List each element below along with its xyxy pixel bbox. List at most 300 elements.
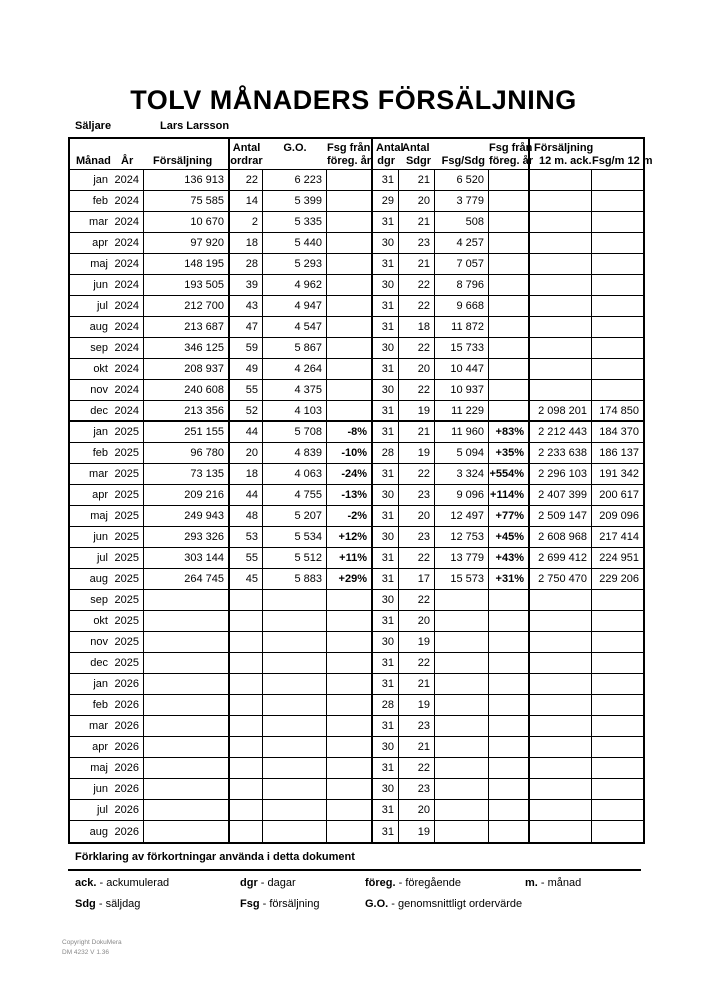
- sales-table: [68, 137, 653, 844]
- cell-pct_prev: [327, 737, 373, 757]
- cell-orders: 22: [230, 170, 263, 190]
- cell-sales: [144, 653, 230, 673]
- cell-per_month12: 174 850: [599, 404, 639, 417]
- cell-orders: [230, 737, 263, 757]
- cell-orders: 20: [230, 443, 263, 463]
- cell-orders: 55: [230, 380, 263, 400]
- cell-orders: 49: [230, 359, 263, 379]
- table-row: [70, 401, 643, 422]
- cell-pct_prev: [327, 233, 373, 253]
- cell-orders: 47: [230, 317, 263, 337]
- cell-orders: [230, 758, 263, 778]
- table-row: [70, 590, 643, 611]
- table-row: [70, 296, 643, 317]
- cell-month: feb: [92, 195, 108, 207]
- cell-per_month12: [592, 611, 643, 631]
- cell-month: mar: [89, 216, 108, 228]
- cell-orders: [230, 611, 263, 631]
- cell-per_month12: [592, 212, 643, 232]
- cell-sales_per_sd: 8 796: [435, 275, 489, 295]
- cell-orders: 44: [230, 422, 263, 442]
- cell-year: 2026: [112, 674, 144, 694]
- cell-acc12: [530, 317, 592, 337]
- table-row: [70, 506, 643, 527]
- cell-days: 30: [373, 275, 399, 295]
- column-header-selldays: Antal Sdgr: [402, 142, 431, 167]
- cell-month: feb: [92, 699, 108, 711]
- cell-days: 30: [373, 737, 399, 757]
- cell-pct_prev2: [489, 716, 530, 736]
- table-row: [70, 170, 643, 191]
- cell-avg_order: 5 293: [263, 254, 327, 274]
- cell-sales: 213 356: [144, 401, 230, 420]
- cell-orders: 14: [230, 191, 263, 211]
- cell-per_month12: [592, 821, 643, 842]
- cell-sales_per_sd: 9 096: [435, 485, 489, 505]
- table-row: [70, 212, 643, 233]
- copyright-line: Copyright DokuMera: [62, 939, 122, 946]
- cell-month: maj: [90, 258, 108, 270]
- cell-days: 31: [373, 548, 399, 568]
- cell-days: 31: [373, 401, 399, 420]
- cell-year: 2025: [112, 422, 144, 442]
- cell-sales: 212 700: [144, 296, 230, 316]
- table-row: [70, 611, 643, 632]
- table-row: [70, 716, 643, 737]
- cell-acc12: [530, 590, 592, 610]
- table-row: [70, 800, 643, 821]
- cell-per_month12: [592, 779, 643, 799]
- cell-month: jun: [93, 279, 108, 291]
- cell-pct_prev2: +43%: [489, 548, 530, 568]
- cell-pct_prev: [327, 716, 373, 736]
- cell-acc12: 2 407 399: [530, 485, 592, 505]
- cell-sales: [144, 590, 230, 610]
- cell-year: 2025: [112, 611, 144, 631]
- table-row: [70, 632, 643, 653]
- table-row: [70, 485, 643, 506]
- cell-acc12: 2 509 147: [530, 506, 592, 526]
- cell-days: 31: [373, 317, 399, 337]
- cell-avg_order: 5 440: [263, 233, 327, 253]
- cell-month: dec: [90, 404, 108, 417]
- legend-item-m: m. - månad: [525, 877, 582, 889]
- cell-pct_prev2: +45%: [489, 527, 530, 547]
- cell-pct_prev: [327, 254, 373, 274]
- cell-month: nov: [90, 636, 108, 648]
- cell-year: 2026: [112, 716, 144, 736]
- cell-selldays: 19: [399, 695, 435, 715]
- cell-pct_prev2: [489, 233, 530, 253]
- cell-pct_prev: [327, 212, 373, 232]
- cell-month: mar: [89, 468, 108, 480]
- legend-item-foreg: föreg. - föregående: [365, 877, 462, 889]
- cell-acc12: [530, 380, 592, 400]
- cell-orders: 43: [230, 296, 263, 316]
- cell-per_month12: 217 414: [599, 531, 639, 543]
- cell-pct_prev2: [489, 401, 530, 420]
- cell-pct_prev2: [489, 821, 530, 842]
- cell-year: 2026: [112, 758, 144, 778]
- cell-pct_prev: [327, 401, 373, 420]
- cell-pct_prev2: +31%: [489, 569, 530, 589]
- cell-month: nov: [90, 384, 108, 396]
- cell-selldays: 22: [399, 464, 435, 484]
- cell-pct_prev2: [489, 674, 530, 694]
- legend-item-ack: ack. - ackumulerad: [75, 877, 170, 889]
- cell-per_month12: [592, 716, 643, 736]
- cell-avg_order: 5 708: [263, 422, 327, 442]
- cell-pct_prev2: [489, 317, 530, 337]
- cell-sales_per_sd: 11 960: [435, 422, 489, 442]
- cell-orders: [230, 632, 263, 652]
- cell-avg_order: 4 103: [263, 401, 327, 420]
- cell-sales: [144, 779, 230, 799]
- cell-days: 30: [373, 590, 399, 610]
- table-row: [70, 191, 643, 212]
- cell-selldays: 20: [399, 800, 435, 820]
- table-row: [70, 338, 643, 359]
- cell-acc12: [530, 170, 592, 190]
- cell-selldays: 20: [399, 611, 435, 631]
- cell-pct_prev: [327, 359, 373, 379]
- cell-pct_prev: [327, 380, 373, 400]
- cell-selldays: 19: [399, 401, 435, 420]
- cell-pct_prev: -2%: [327, 506, 373, 526]
- cell-month: jan: [93, 174, 108, 186]
- cell-avg_order: 5 883: [263, 569, 327, 589]
- cell-sales_per_sd: [435, 737, 489, 757]
- cell-pct_prev: -13%: [327, 485, 373, 505]
- cell-year: 2024: [112, 401, 144, 420]
- cell-selldays: 21: [399, 212, 435, 232]
- cell-acc12: [530, 359, 592, 379]
- cell-sales_per_sd: 12 497: [435, 506, 489, 526]
- cell-sales_per_sd: [435, 716, 489, 736]
- cell-month: maj: [90, 762, 108, 774]
- cell-month: jan: [93, 426, 108, 438]
- cell-selldays: 20: [399, 506, 435, 526]
- cell-pct_prev: [327, 821, 373, 842]
- cell-acc12: [530, 233, 592, 253]
- cell-orders: [230, 653, 263, 673]
- cell-sales: 293 326: [144, 527, 230, 547]
- cell-acc12: 2 699 412: [530, 548, 592, 568]
- cell-month: sep: [90, 594, 108, 606]
- cell-sales_per_sd: [435, 653, 489, 673]
- cell-year: 2024: [112, 296, 144, 316]
- cell-pct_prev2: +35%: [489, 443, 530, 463]
- cell-pct_prev: +12%: [327, 527, 373, 547]
- cell-year: 2025: [112, 485, 144, 505]
- table-header-row: [70, 139, 653, 170]
- cell-avg_order: [263, 695, 327, 715]
- column-header-orders: Antal ordrar: [230, 142, 263, 167]
- cell-avg_order: 4 962: [263, 275, 327, 295]
- cell-month: aug: [89, 825, 108, 838]
- cell-year: 2025: [112, 569, 144, 589]
- cell-acc12: [530, 800, 592, 820]
- cell-pct_prev: +11%: [327, 548, 373, 568]
- cell-days: 31: [373, 674, 399, 694]
- cell-avg_order: 5 512: [263, 548, 327, 568]
- cell-sales_per_sd: 10 937: [435, 380, 489, 400]
- cell-avg_order: [263, 674, 327, 694]
- legend: [75, 877, 641, 910]
- cell-avg_order: [263, 758, 327, 778]
- table-row: [70, 443, 643, 464]
- cell-sales_per_sd: 6 520: [435, 170, 489, 190]
- cell-month: jan: [93, 678, 108, 690]
- cell-year: 2026: [112, 779, 144, 799]
- table-row: [70, 380, 643, 401]
- cell-sales_per_sd: [435, 779, 489, 799]
- cell-month: apr: [92, 489, 108, 501]
- cell-selldays: 23: [399, 527, 435, 547]
- cell-avg_order: 5 399: [263, 191, 327, 211]
- cell-sales: 251 155: [144, 422, 230, 442]
- cell-orders: 39: [230, 275, 263, 295]
- cell-month: jun: [93, 531, 108, 543]
- cell-sales_per_sd: 11 872: [435, 317, 489, 337]
- cell-days: 28: [373, 443, 399, 463]
- cell-pct_prev: -10%: [327, 443, 373, 463]
- cell-pct_prev2: [489, 254, 530, 274]
- cell-sales: [144, 716, 230, 736]
- cell-selldays: 17: [399, 569, 435, 589]
- cell-acc12: [530, 296, 592, 316]
- cell-pct_prev2: +554%: [489, 464, 530, 484]
- cell-avg_order: [263, 632, 327, 652]
- legend-title: Förklaring av förkortningar använda i detta dokument: [75, 851, 355, 863]
- table-row: [70, 737, 643, 758]
- cell-pct_prev2: [489, 611, 530, 631]
- cell-orders: 52: [230, 401, 263, 420]
- cell-acc12: [530, 653, 592, 673]
- cell-pct_prev: [327, 695, 373, 715]
- cell-pct_prev: [327, 653, 373, 673]
- cell-year: 2024: [112, 212, 144, 232]
- cell-selldays: 21: [399, 422, 435, 442]
- cell-selldays: 22: [399, 296, 435, 316]
- column-header-pct-prev-year: Fsg från föreg. år: [327, 139, 373, 169]
- table-row: [70, 695, 643, 716]
- cell-days: 30: [373, 380, 399, 400]
- cell-pct_prev: [327, 611, 373, 631]
- cell-orders: [230, 674, 263, 694]
- cell-sales: 75 585: [144, 191, 230, 211]
- cell-pct_prev2: [489, 212, 530, 232]
- column-header-pct-prev-year-2: Fsg från föreg. år: [489, 139, 530, 169]
- cell-per_month12: [592, 338, 643, 358]
- cell-sales_per_sd: 15 573: [435, 569, 489, 589]
- cell-selldays: 21: [399, 170, 435, 190]
- cell-avg_order: 4 547: [263, 317, 327, 337]
- cell-selldays: 22: [399, 590, 435, 610]
- table-row: [70, 422, 643, 443]
- cell-sales: 10 670: [144, 212, 230, 232]
- cell-sales_per_sd: [435, 758, 489, 778]
- cell-avg_order: [263, 779, 327, 799]
- cell-month: maj: [90, 510, 108, 522]
- cell-acc12: [530, 338, 592, 358]
- cell-selldays: 18: [399, 317, 435, 337]
- cell-per_month12: [592, 275, 643, 295]
- cell-sales_per_sd: [435, 800, 489, 820]
- cell-acc12: 2 233 638: [530, 443, 592, 463]
- cell-acc12: [530, 611, 592, 631]
- cell-acc12: 2 098 201: [530, 401, 592, 420]
- cell-month: okt: [93, 615, 108, 627]
- cell-avg_order: 4 264: [263, 359, 327, 379]
- cell-days: 30: [373, 779, 399, 799]
- cell-days: 31: [373, 422, 399, 442]
- cell-orders: [230, 821, 263, 842]
- cell-per_month12: [592, 800, 643, 820]
- copyright-note: [62, 938, 122, 958]
- cell-year: 2024: [112, 338, 144, 358]
- cell-orders: 2: [230, 212, 263, 232]
- cell-sales_per_sd: 13 779: [435, 548, 489, 568]
- table-row: [70, 548, 643, 569]
- cell-days: 30: [373, 632, 399, 652]
- cell-days: 31: [373, 359, 399, 379]
- cell-sales: [144, 737, 230, 757]
- cell-per_month12: 229 206: [599, 573, 639, 585]
- cell-year: 2024: [112, 275, 144, 295]
- cell-days: 31: [373, 611, 399, 631]
- cell-selldays: 23: [399, 716, 435, 736]
- cell-days: 31: [373, 212, 399, 232]
- cell-pct_prev2: [489, 695, 530, 715]
- cell-month: jun: [93, 783, 108, 795]
- cell-pct_prev: [327, 632, 373, 652]
- cell-pct_prev: -8%: [327, 422, 373, 442]
- cell-avg_order: [263, 737, 327, 757]
- cell-days: 31: [373, 716, 399, 736]
- table-row: [70, 821, 643, 842]
- cell-month: dec: [90, 657, 108, 669]
- cell-year: 2025: [112, 632, 144, 652]
- cell-pct_prev2: [489, 275, 530, 295]
- cell-avg_order: 5 534: [263, 527, 327, 547]
- cell-pct_prev2: [489, 758, 530, 778]
- cell-orders: 28: [230, 254, 263, 274]
- cell-year: 2025: [112, 590, 144, 610]
- cell-selldays: 22: [399, 380, 435, 400]
- cell-pct_prev: -24%: [327, 464, 373, 484]
- cell-avg_order: [263, 611, 327, 631]
- cell-orders: [230, 695, 263, 715]
- table-row: [70, 569, 643, 590]
- column-header-year: År: [121, 155, 134, 167]
- cell-sales: 97 920: [144, 233, 230, 253]
- cell-pct_prev2: [489, 338, 530, 358]
- table-row: [70, 359, 643, 380]
- legend-item-go: G.O. - genomsnittligt ordervärde: [365, 898, 523, 910]
- cell-avg_order: 4 947: [263, 296, 327, 316]
- table-row: [70, 275, 643, 296]
- cell-per_month12: [592, 233, 643, 253]
- cell-avg_order: [263, 821, 327, 842]
- cell-pct_prev: [327, 296, 373, 316]
- cell-selldays: 21: [399, 737, 435, 757]
- cell-orders: 53: [230, 527, 263, 547]
- cell-days: 31: [373, 464, 399, 484]
- cell-selldays: 22: [399, 338, 435, 358]
- table-row: [70, 674, 643, 695]
- cell-year: 2025: [112, 653, 144, 673]
- cell-year: 2025: [112, 464, 144, 484]
- table-row: [70, 527, 643, 548]
- cell-month: jul: [96, 804, 108, 816]
- cell-sales: 240 608: [144, 380, 230, 400]
- column-header-month: Månad: [76, 155, 111, 167]
- cell-sales: 73 135: [144, 464, 230, 484]
- table-row: [70, 653, 643, 674]
- cell-sales_per_sd: 15 733: [435, 338, 489, 358]
- cell-pct_prev: [327, 317, 373, 337]
- cell-per_month12: 184 370: [599, 426, 639, 438]
- cell-days: 31: [373, 821, 399, 842]
- cell-sales_per_sd: 508: [435, 212, 489, 232]
- cell-selldays: 22: [399, 758, 435, 778]
- cell-acc12: [530, 674, 592, 694]
- cell-year: 2026: [112, 800, 144, 820]
- cell-year: 2024: [112, 254, 144, 274]
- cell-days: 31: [373, 296, 399, 316]
- cell-pct_prev: [327, 191, 373, 211]
- legend-item-fsg: Fsg - försäljning: [240, 898, 320, 910]
- cell-pct_prev: [327, 170, 373, 190]
- cell-pct_prev: +29%: [327, 569, 373, 589]
- table-row: [70, 464, 643, 485]
- cell-per_month12: 209 096: [599, 510, 639, 522]
- cell-month: feb: [92, 447, 108, 459]
- cell-orders: 44: [230, 485, 263, 505]
- cell-days: 29: [373, 191, 399, 211]
- cell-pct_prev: [327, 800, 373, 820]
- cell-acc12: [530, 212, 592, 232]
- cell-sales_per_sd: 4 257: [435, 233, 489, 253]
- cell-per_month12: [592, 191, 643, 211]
- cell-per_month12: [592, 758, 643, 778]
- cell-per_month12: 224 951: [599, 552, 639, 564]
- cell-pct_prev2: [489, 779, 530, 799]
- cell-avg_order: 4 063: [263, 464, 327, 484]
- cell-selldays: 23: [399, 485, 435, 505]
- cell-pct_prev2: [489, 590, 530, 610]
- cell-pct_prev2: [489, 296, 530, 316]
- cell-acc12: [530, 275, 592, 295]
- cell-acc12: 2 750 470: [530, 569, 592, 589]
- table-row: [70, 233, 643, 254]
- cell-pct_prev2: [489, 191, 530, 211]
- cell-acc12: [530, 779, 592, 799]
- cell-per_month12: [592, 653, 643, 673]
- cell-per_month12: [592, 590, 643, 610]
- cell-sales_per_sd: 3 324: [435, 464, 489, 484]
- column-header-sales-12m-acc: Försäljning 12 m. ack.: [534, 142, 594, 167]
- cell-acc12: [530, 758, 592, 778]
- cell-days: 28: [373, 695, 399, 715]
- cell-sales: [144, 611, 230, 631]
- cell-sales_per_sd: [435, 695, 489, 715]
- cell-avg_order: 5 335: [263, 212, 327, 232]
- cell-selldays: 22: [399, 653, 435, 673]
- cell-year: 2024: [112, 317, 144, 337]
- cell-per_month12: [592, 317, 643, 337]
